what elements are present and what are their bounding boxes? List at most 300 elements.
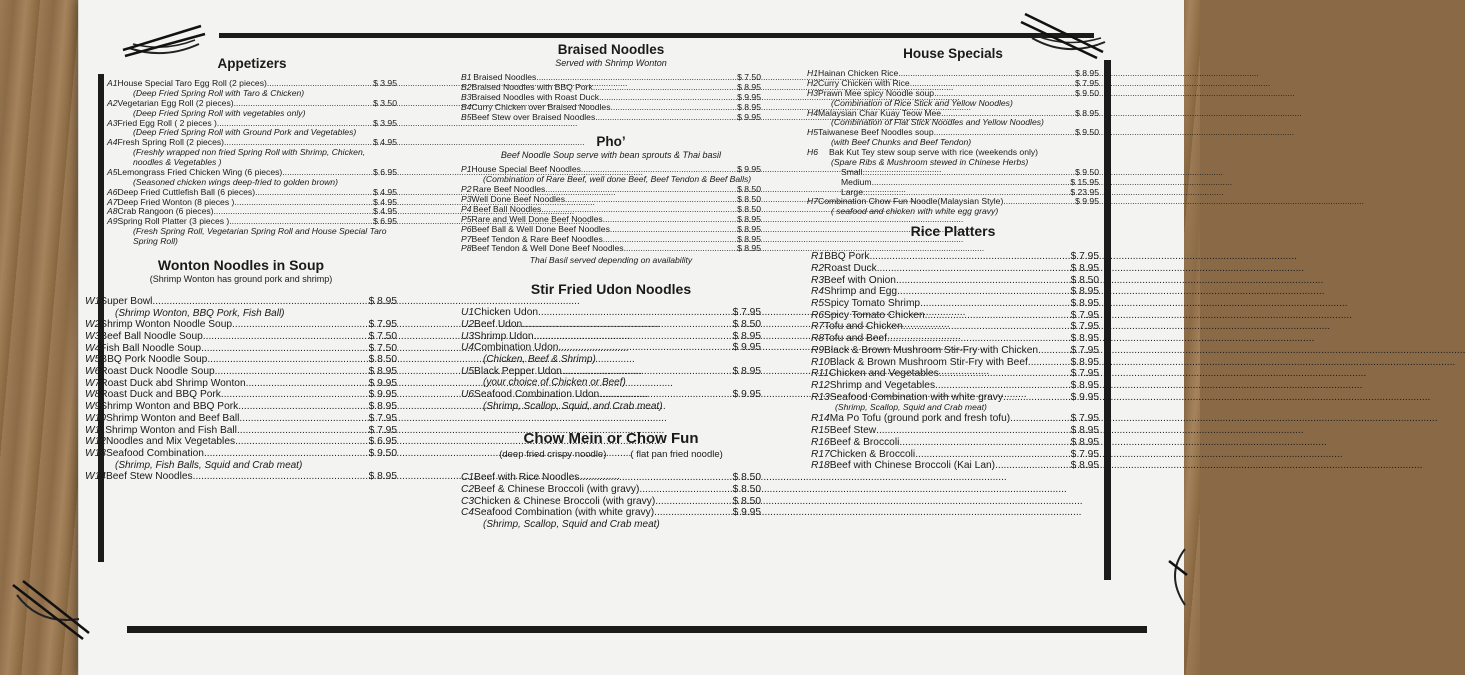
item-description: (Fresh Spring Roll, Vegetarian Spring Roll and House Special Taro Spring Roll): [133, 226, 387, 246]
item-code: R14: [811, 413, 830, 425]
menu-item: [85, 401, 397, 413]
item-price: $ 8.95: [737, 81, 761, 92]
wonton-title: Wonton Noodles in Soup: [157, 256, 325, 273]
menu-item: [811, 368, 1099, 380]
appetizers-title: Appetizers: [217, 56, 287, 71]
item-name: Shrimp Udon: [474, 330, 534, 342]
pho-title: Pho’: [596, 134, 626, 150]
size-name: Small: [841, 166, 863, 177]
appetizers-list: [107, 79, 397, 247]
item-price: $ 9.95: [732, 507, 761, 519]
leader-dots: [239, 413, 368, 425]
item-name: Beef Ball Noodle Soup: [100, 330, 203, 342]
item-description: (Shrimp, Fish Balls, Squid and Crab meat): [115, 459, 303, 471]
item-code: A1: [107, 78, 118, 88]
item-name: Beef with Rice Noodles: [474, 472, 580, 484]
item-price: $ 8.95: [368, 295, 397, 307]
item-code: H6: [807, 147, 818, 157]
item-name: Deep Fried Cuttlefish Ball (6 pieces): [117, 186, 256, 197]
item-code: H3: [807, 87, 818, 98]
item-name: Shrimp Wonton and Beef Ball: [105, 412, 240, 424]
menu-item: [811, 413, 1099, 425]
item-name: Fresh Spring Roll (2 pieces): [117, 137, 225, 148]
item-price: $ 8.95: [732, 365, 761, 377]
item-name: Seafood Combination (with white gravy): [474, 507, 655, 519]
item-code: P8: [461, 243, 472, 254]
item-name: Beef Stew over Braised Noodles: [471, 111, 596, 122]
item-price: $ 7.95: [1075, 77, 1099, 88]
item-name: Roast Duck: [824, 262, 877, 274]
leader-dots: [876, 425, 1071, 437]
item-name: Chicken Udon: [474, 307, 539, 319]
item-price: $ 9.95: [732, 342, 761, 354]
leader-dots: [655, 496, 732, 508]
item-name: Beef with Chinese Broccoli (Kai Lan): [829, 460, 996, 472]
item-price: $ 8.95: [1070, 298, 1099, 309]
menu-item: [811, 449, 1099, 461]
item-code: W9: [85, 401, 101, 413]
leader-dots: [915, 449, 1070, 461]
item-price: $ 9.95: [737, 164, 761, 175]
item-name: Spicy Tomato Shrimp: [824, 298, 921, 309]
leader-dots: [897, 286, 1071, 298]
item-description: (Shrimp, Scallop, Squid, and Crab meat): [483, 400, 663, 412]
menu-item: [811, 286, 1099, 298]
menu-item: [461, 342, 761, 354]
menu-item: [461, 331, 761, 343]
item-price: $ 8.95: [737, 243, 761, 254]
item-price: $ 8.95: [1075, 68, 1099, 78]
leader-dots: [599, 389, 732, 401]
chowmein-list: [461, 472, 761, 530]
menu-sheet: [78, 0, 1184, 675]
udon-section: [461, 281, 761, 412]
item-code: P6: [461, 223, 472, 234]
item-name: Braised Noodles with Roast Duck: [471, 91, 600, 102]
item-name: Roast Duck abd Shrimp Wonton: [100, 377, 246, 389]
item-name: Bak Kut Tey stew soup serve with rice (weekends only): [829, 147, 1039, 157]
house-section: [807, 46, 1099, 217]
item-price: $ 8.95: [1070, 425, 1099, 437]
item-code: R18: [811, 460, 830, 472]
middle-column: [461, 42, 761, 530]
wonton-list: [85, 296, 397, 483]
menu-item: [85, 448, 397, 460]
chowmein-subtitles: [461, 449, 761, 460]
item-price: $ 9.95: [1070, 391, 1099, 403]
item-description: (Shrimp, Scallop, Squid and Crab meat): [483, 518, 660, 530]
menu-item: [85, 343, 397, 355]
udon-list: [461, 307, 761, 412]
item-price: $ 8.95: [1070, 286, 1099, 298]
item-price: $ 4.95: [373, 137, 397, 148]
item-code: A9: [107, 216, 118, 227]
menu-item: [461, 496, 761, 508]
item-price: $ 8.95: [1070, 262, 1099, 274]
item-code: A8: [107, 206, 118, 217]
item-code: P5: [461, 213, 472, 224]
item-name: Malaysian Char Kuay Teow Mee: [818, 107, 942, 118]
item-name: Beef Tendon & Well Done Beef Noodles: [471, 243, 624, 254]
leader-dots: [925, 310, 1071, 322]
item-description: (Combination of Rare Beef, well done Beef, Beef Tendon & Beef Balls): [483, 174, 752, 185]
item-code: W1: [85, 295, 101, 307]
item-name: Beef Stew: [829, 425, 877, 437]
item-code: B3: [461, 91, 472, 102]
item-name: Combination Chow Fun Noodle(Malaysian Style): [818, 196, 1004, 207]
item-code: P1: [461, 164, 472, 175]
item-code: R2: [811, 262, 825, 274]
leader-dots: [235, 436, 369, 448]
item-name: Crab Rangoon (6 pieces): [117, 206, 214, 217]
menu-item: [811, 310, 1099, 322]
chowmein-title: Chow Mein or Chow Fun: [523, 430, 699, 448]
item-code: H7: [807, 196, 818, 207]
leader-dots: [995, 460, 1071, 472]
size-name: Medium: [841, 176, 872, 187]
item-code: U5: [461, 365, 475, 377]
item-code: H2: [807, 77, 818, 88]
item-description: (Spare Ribs & Mushroom stewed in Chinese Herbs): [831, 156, 1029, 167]
leader-dots: [562, 366, 733, 378]
item-code: A3: [107, 117, 118, 128]
item-price: $ 3.95: [373, 117, 397, 128]
item-code: C2: [461, 483, 475, 495]
chopsticks-bowl-icon: [9, 575, 89, 645]
item-price: $ 7.50: [737, 72, 761, 82]
menu-item: [85, 331, 397, 343]
item-name: Spicy Tomato Chicken: [824, 309, 925, 321]
item-name: Fried Egg Roll ( 2 pieces ): [117, 117, 217, 128]
item-name: Rare and Well Done Beef Noodles: [471, 213, 603, 224]
leader-dots: [238, 401, 368, 413]
item-code: W6: [85, 365, 101, 377]
menu-item: [461, 366, 761, 378]
item-description: (Shrimp Wonton, BBQ Pork, Fish Ball): [115, 307, 285, 319]
menu-item: [85, 366, 397, 378]
house-sizes: [807, 168, 1099, 198]
leader-dots: [1028, 357, 1071, 369]
menu-item: [811, 460, 1099, 472]
item-code: W3: [85, 330, 101, 342]
leader-dots: [896, 275, 1071, 287]
rice-section: [807, 223, 1099, 472]
item-code: W13: [85, 448, 106, 459]
item-price: $ 8.95: [1070, 356, 1099, 368]
menu-item: [811, 263, 1099, 275]
leader-dots: [201, 343, 369, 355]
house-list: [807, 69, 1099, 168]
item-code: R12: [811, 380, 830, 392]
item-name: Black & Brown Mushroom Stir-Fry with Chicken: [824, 344, 1039, 356]
menu-item: [811, 251, 1099, 263]
menu-item: [85, 425, 397, 437]
item-code: P3: [461, 194, 472, 204]
item-name: Deep Fried Wonton (8 pieces ): [117, 196, 235, 207]
leader-dots: [207, 354, 368, 366]
item-price: $ 7.95: [732, 307, 761, 319]
item-code: U1: [461, 307, 475, 319]
item-price: $ 9.95: [732, 388, 761, 400]
item-price: $ 6.95: [373, 166, 397, 177]
item-price: $ 7.95: [1070, 448, 1099, 460]
menu-item: [461, 484, 761, 496]
item-code: R1: [811, 251, 825, 263]
item-name: Beef Tendon & Rare Beef Noodles: [471, 233, 603, 244]
pho-note: Thai Basil served depending on availability: [529, 255, 693, 266]
item-price: $ 8.50: [732, 483, 761, 495]
item-name: Beef Stew Noodles: [105, 471, 193, 483]
item-code: R15: [811, 425, 830, 437]
menu-item: [461, 472, 761, 484]
chowmein-sub-right: ( flat pan fried noodle): [630, 449, 723, 461]
item-name: Seafood Combination: [105, 448, 204, 459]
item-name: Lemongrass Fried Chicken Wing (6 pieces): [117, 166, 283, 177]
leader-dots: [534, 331, 733, 343]
item-name: Chicken & Chinese Broccoli (with gravy): [474, 495, 656, 507]
chopsticks-bowl-icon: [1159, 545, 1189, 615]
rice-list: [807, 251, 1099, 472]
item-name: Beef & Chinese Broccoli (with gravy): [474, 483, 640, 495]
leader-dots: [1003, 392, 1071, 404]
item-name: Seafood Combination with white gravy: [829, 391, 1003, 403]
item-description: (Shrimp, Scallop, Squid and Crab meat): [835, 402, 987, 413]
leader-dots: [203, 331, 369, 343]
item-name: Combination Udon: [474, 342, 559, 354]
item-name: Beef & Broccoli: [829, 436, 900, 448]
size-price: $ 9.50: [1075, 166, 1099, 177]
leader-dots: [939, 368, 1071, 380]
item-price: $ 9.95: [737, 91, 761, 102]
wonton-subtitle: (Shrimp Wonton has ground pork and shrimp): [149, 273, 333, 284]
leader-dots: [152, 296, 368, 308]
item-code: C3: [461, 495, 475, 507]
item-code: W11: [85, 424, 106, 436]
item-code: W14: [85, 471, 106, 483]
item-price: $ 8.95: [737, 213, 761, 224]
item-name: Braised Noodles with BBQ Pork: [471, 81, 593, 92]
item-code: R11: [811, 368, 829, 380]
item-name: Hainan Chicken Rice: [818, 68, 899, 78]
item-price: $ 7.95: [368, 412, 397, 424]
leader-dots: [903, 321, 1071, 333]
item-code: R8: [811, 333, 825, 345]
item-code: W12: [85, 436, 106, 448]
item-name: Super Bowl: [100, 295, 153, 307]
menu-item: [461, 113, 761, 123]
menu-item: [811, 333, 1099, 345]
item-name: Taiwanese Beef Noodles soup: [818, 127, 934, 138]
item-code: R16: [811, 436, 830, 448]
menu-item: [461, 507, 761, 519]
item-code: W2: [85, 319, 101, 331]
house-h7: [807, 197, 1099, 217]
item-price: $ 8.95: [368, 401, 397, 413]
menu-item: [85, 436, 397, 448]
item-code: P2: [461, 184, 472, 195]
item-name: Shrimp and Vegetables: [829, 380, 936, 392]
item-name: House Special Beef Noodles: [471, 164, 581, 175]
braised-title: Braised Noodles: [557, 42, 665, 57]
item-name: Roast Duck Noodle Soup: [100, 365, 215, 377]
rice-title: Rice Platters: [910, 223, 996, 240]
item-code: R13: [811, 391, 830, 403]
item-code: C1: [461, 472, 475, 484]
item-code: H1: [807, 68, 818, 78]
item-name: Curry Chicken with Rice: [818, 77, 910, 88]
size-price: $ 15.95: [1070, 176, 1099, 187]
item-price: $ 8.95: [737, 223, 761, 234]
wonton-section: [85, 257, 397, 483]
item-name: Seafood Combination Udon: [474, 388, 600, 400]
item-name: Prawn Mee spicy Noodle soup: [818, 87, 935, 98]
item-description: (Freshly wrapped non fried Spring Roll with Shrimp, Chicken, noodles & Vegetables ): [133, 147, 366, 167]
item-name: Beef Udon: [474, 318, 523, 330]
item-name: BBQ Pork: [824, 251, 870, 263]
item-price: $ 8.95: [1070, 380, 1099, 392]
item-price: $ 8.50: [732, 318, 761, 330]
pho-list: [461, 165, 761, 254]
item-code: R9: [811, 344, 825, 356]
item-name: Chicken and Vegetables: [828, 368, 939, 380]
item-code: A4: [107, 137, 118, 148]
item-name: Roast Duck and BBQ Pork: [100, 389, 221, 401]
item-price: $ 8.95: [368, 471, 397, 483]
braised-list: [461, 73, 761, 122]
item-price: $ 7.95: [368, 319, 397, 331]
item-code: W8: [85, 389, 101, 401]
appetizers-section: [107, 56, 397, 247]
leader-dots: [558, 342, 732, 354]
item-name: Shrimp Wonton Noodle Soup: [100, 319, 233, 331]
item-code: H5: [807, 127, 818, 138]
item-code: B4: [461, 101, 472, 112]
item-code: U3: [461, 330, 475, 342]
right-column: [807, 46, 1099, 472]
item-name: Beef with Onion: [824, 274, 896, 286]
item-code: U2: [461, 318, 475, 330]
leader-dots: [877, 263, 1071, 275]
item-name: Tofu and Beef: [824, 333, 887, 345]
item-name: Rare Beef Noodles: [472, 184, 546, 195]
item-name: Black & Brown Mushroom Stir-Fry with Beef: [829, 356, 1028, 368]
item-code: P7: [461, 233, 472, 244]
leader-dots: [920, 298, 1071, 310]
menu-item: [85, 354, 397, 366]
item-description: (Combination of Rice Stick and Yellow Noodles): [831, 97, 1013, 108]
leader-dots: [204, 448, 369, 460]
item-price: $ 7.95: [1070, 368, 1099, 380]
item-price: $ 8.50: [737, 194, 761, 204]
item-code: W5: [85, 354, 101, 366]
braised-section: [461, 42, 761, 122]
menu-item: [811, 357, 1099, 369]
left-column: [85, 56, 397, 483]
leader-dots: [221, 389, 369, 401]
item-name: Vegetarian Egg Roll (2 pieces): [117, 97, 234, 108]
leader-dots: [246, 378, 369, 390]
item-price: $ 3.95: [373, 78, 397, 88]
item-price: $ 8.95: [368, 365, 397, 377]
item-name: Fish Ball Noodle Soup: [100, 342, 202, 354]
item-price: $ 8.95: [737, 233, 761, 244]
item-code: R17: [811, 448, 830, 460]
item-name: Shrimp Wonton and BBQ Pork: [100, 401, 239, 413]
item-price: $ 7.95: [1070, 344, 1099, 356]
item-name: BBQ Pork Noodle Soup: [100, 354, 208, 366]
item-name: Beef Ball Noodles: [472, 203, 542, 214]
item-price: $ 9.95: [737, 111, 761, 122]
menu-item: [85, 389, 397, 401]
item-code: B5: [461, 111, 472, 122]
item-price: $ 8.50: [732, 472, 761, 484]
item-price: $ 9.95: [368, 389, 397, 401]
item-name: Tofu and Chicken: [824, 321, 903, 333]
leader-dots: [1038, 345, 1071, 357]
item-price: $ 6.95: [373, 216, 397, 227]
item-description: (with Beef Chunks and Beef Tendon): [831, 137, 972, 148]
item-name: Beef Ball & Well Done Beef Noodles: [471, 223, 610, 234]
menu-item: [461, 244, 761, 254]
item-price: $ 9.95: [368, 377, 397, 389]
item-name: Curry Chicken over Braised Noodles: [471, 101, 611, 112]
item-name: Chicken & Broccoli: [829, 448, 916, 460]
leader-dots: [1003, 197, 1075, 207]
item-price: $ 7.95: [1070, 321, 1099, 333]
item-price: $ 9.95: [1075, 196, 1099, 207]
menu-item: [85, 296, 397, 308]
item-price: $ 9.50: [1075, 127, 1099, 138]
item-code: A6: [107, 186, 118, 197]
pho-subtitle: Beef Noodle Soup serve with bean sprouts & Thai basil: [500, 150, 722, 161]
leader-dots: [215, 366, 369, 378]
item-code: P4: [461, 203, 472, 214]
item-code: W4: [85, 342, 101, 354]
item-description: (Deep Fried Spring Roll with vegetables only): [133, 107, 306, 118]
item-code: W10: [85, 412, 106, 424]
item-price: $ 7.95: [1070, 309, 1099, 321]
menu-item: [85, 471, 397, 483]
menu-item: [811, 275, 1099, 287]
item-code: R5: [811, 298, 825, 309]
leader-dots: [579, 472, 732, 484]
menu-item: [811, 380, 1099, 392]
item-price: $ 4.95: [373, 196, 397, 207]
item-price: $ 8.50: [368, 354, 397, 366]
item-price: $ 7.95: [1070, 251, 1099, 263]
item-name: House Special Taro Egg Roll (2 pieces): [117, 78, 267, 88]
leader-dots: [1010, 413, 1071, 425]
item-price: $ 6.95: [368, 436, 397, 448]
item-price: $ 3.50: [373, 97, 397, 108]
item-code: R10: [811, 356, 830, 368]
leader-dots: [522, 319, 732, 331]
size-price: $ 23.95: [1070, 186, 1099, 197]
item-price: $ 8.95: [1070, 460, 1099, 472]
size-name: Large: [841, 186, 863, 197]
item-name: Ma Po Tofu (ground pork and fresh tofu): [829, 413, 1011, 425]
item-price: $ 7.95: [368, 424, 397, 436]
item-name: Noodles and Mix Vegetables: [105, 436, 236, 448]
item-code: U6: [461, 388, 475, 400]
leader-dots: [887, 333, 1071, 345]
item-price: $ 8.95: [1075, 107, 1099, 118]
item-price: $ 8.50: [737, 184, 761, 195]
menu-item: [461, 307, 761, 319]
item-code: B2: [461, 81, 472, 92]
item-code: A5: [107, 166, 118, 177]
menu-item: [85, 378, 397, 390]
